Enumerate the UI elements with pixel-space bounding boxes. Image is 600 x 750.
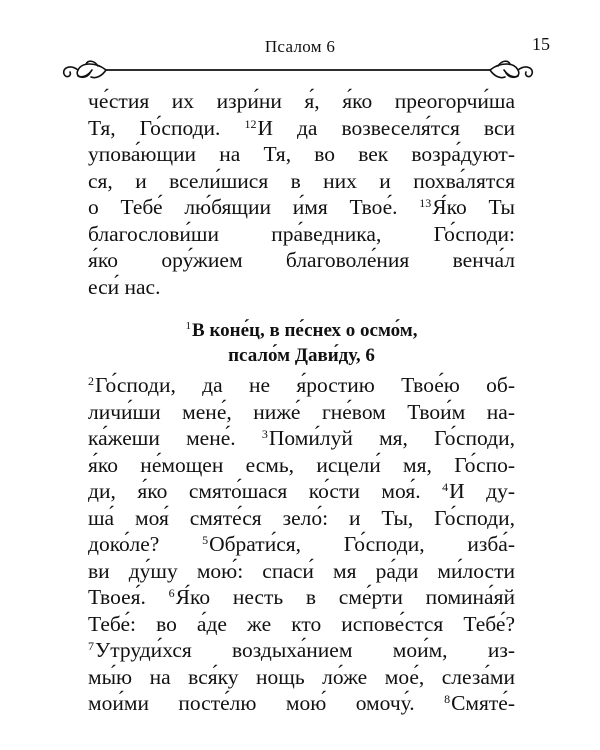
text-line: о Тебе́ лю́бящии и́мя Твое́. $^{13}$Я́ко Ты (88, 195, 515, 219)
text-line: я́ко ору́жием благоволе́ния венча́л (88, 248, 515, 272)
verse-number: 5 (202, 533, 209, 547)
text-line: личи́ши мене́, ниже́ гне́вом Твои́м на- (88, 399, 515, 424)
text-line: ви ду́шу мою́: спаси́ мя ра́ди ми́лости (88, 558, 515, 583)
text-line: ся, и всели́шися в них и похва́лятся (88, 168, 515, 193)
text-line: мои́ми посте́лю мою́ омочу́. $^8$Смяте́- (88, 691, 515, 715)
psalm-heading (88, 318, 515, 368)
paragraph-1 (88, 88, 515, 300)
heading-line-2: псало́м Дави́ду, 6 (228, 345, 375, 366)
text-line: $^2$Го́споди, да не я́ростию Твое́ю об- (88, 373, 515, 397)
text-line: ди, я́ко смято́шася ко́сти моя́. $^4$И ду- (88, 479, 515, 503)
verse-number: 2 (88, 374, 94, 388)
text-line: Твоея́. $^6$Я́ко несть в сме́рти помина́яй (88, 585, 515, 609)
text-line: ша́ моя́ смяте́ся зело́: и Ты, Го́споди, (88, 505, 515, 530)
page-header (0, 0, 600, 90)
verse-number: 6 (168, 586, 175, 600)
text-line: ка́жеши мене́. $^3$Поми́луй мя, Го́споди, (88, 426, 515, 450)
text-line: еси́ нас. (88, 274, 161, 299)
header-ornament-icon (58, 58, 538, 82)
verse-number: 4 (442, 480, 449, 494)
running-title: Псалом 6 (264, 37, 336, 56)
text-line: я́ко не́мощен есмь, исцели́ мя, Го́спо- (88, 452, 515, 477)
verse-number: 7 (88, 639, 94, 653)
heading-line-1: $^1$В коне́ц, в пе́снех о осмо́м, (185, 320, 418, 341)
text-line: Тебе́: во а́де же кто испове́стся Тебе́? (88, 611, 515, 636)
text-line: Тя, Го́споди. $^{12}$И да возвеселя́тся вси (88, 115, 515, 140)
text-line: упова́ющии на Тя, во век возра́дуют- (88, 142, 515, 166)
text-line: че́стия их изри́ни я́, я́ко преогорчи́ша (88, 89, 515, 113)
verse-number: 13 (419, 196, 432, 210)
text-line: благослови́ши пра́ведника, Го́споди: (88, 221, 515, 246)
verse-number: 3 (261, 427, 268, 441)
text-line: мы́ю на вся́ку нощь ло́же мое́, слеза́ми (88, 664, 515, 689)
verse-number: 1 (185, 320, 192, 332)
verse-number: 8 (444, 692, 451, 706)
paragraph-2 (88, 372, 515, 717)
verse-number: 12 (244, 116, 257, 131)
page-number: 15 (532, 34, 550, 54)
text-line: $^7$Утруди́хся воздыха́нием мои́м, из- (88, 638, 515, 662)
text-line: доко́ле? $^5$Обрати́ся, Го́споди, изба́- (88, 532, 515, 556)
